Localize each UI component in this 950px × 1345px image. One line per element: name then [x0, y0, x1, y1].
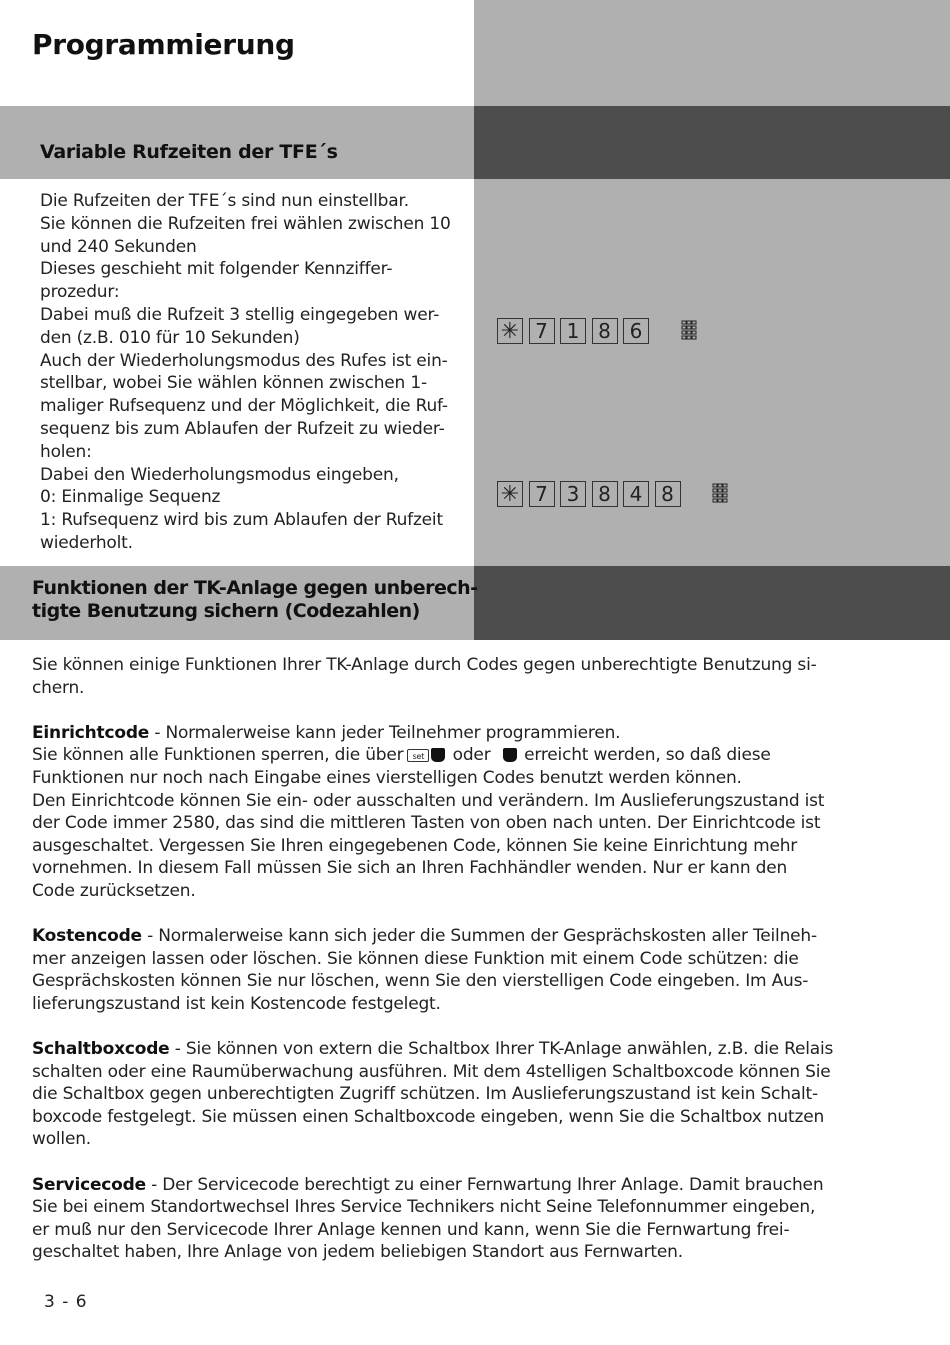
function-key-icon — [431, 748, 445, 762]
text-line: lieferungszustand ist kein Kostencode festgelegt. — [32, 993, 441, 1014]
right-column-background-top — [474, 0, 950, 106]
text-line: Dabei muß die Rufzeit 3 stellig eingegeben wer- — [40, 304, 440, 325]
text-line: er muß nur den Servicecode Ihrer Anlage kennen und kann, wenn Sie die Fernwartung frei- — [32, 1219, 790, 1240]
text-line: 1: Rufsequenz wird bis zum Ablaufen der Rufzeit — [40, 510, 443, 531]
text-line: Gesprächskosten können Sie nur löschen, wenn Sie den vierstelligen Code eingeben. Im Aus- — [32, 971, 809, 992]
digit-key: 8 — [592, 481, 618, 507]
keypad-icon — [681, 320, 697, 342]
kostencode-paragraph — [32, 925, 912, 1015]
text-line: den (z.B. 010 für 10 Sekunden) — [40, 327, 300, 348]
digit-key: 6 — [623, 318, 649, 344]
digit-key: 3 — [560, 481, 586, 507]
text-line: Kostencode - Normalerweise kann sich jeder die Summen der Gesprächskosten aller Teilneh- — [32, 926, 817, 947]
text-line: Sie können einige Funktionen Ihrer TK-Anlage durch Codes gegen unberechtigte Benutzung si- — [32, 655, 817, 675]
text-line: die Schaltbox gegen unberechtigten Zugriff schützen. Im Auslieferungszustand ist kein Schalt- — [32, 1084, 818, 1105]
servicecode-paragraph — [32, 1174, 912, 1264]
text-line: Einrichtcode - Normalerweise kann jeder Teilnehmer programmieren. — [32, 722, 621, 743]
text-line: prozedur: — [40, 282, 120, 303]
digit-key: 1 — [560, 318, 586, 344]
set-key-icon: set — [407, 749, 429, 762]
text-line: 0: Einmalige Sequenz — [40, 487, 221, 508]
term-servicecode: Servicecode — [32, 1174, 146, 1195]
text-line: Auch der Wiederholungsmodus des Rufes ist ein- — [40, 350, 448, 371]
text-line: Dabei den Wiederholungsmodus eingeben, — [40, 464, 399, 485]
text-line: schalten oder eine Raumüberwachung ausführen. Mit dem 4stelligen Schaltboxcode können Sie — [32, 1061, 831, 1082]
digit-key: 8 — [655, 481, 681, 507]
text-line: geschaltet haben, Ihre Anlage von jedem beliebigen Standort aus Fernwarten. — [32, 1242, 683, 1263]
text-line: stellbar, wobei Sie wählen können zwischen 1- — [40, 373, 427, 394]
right-column-background — [474, 179, 950, 566]
keypad-icon — [712, 483, 728, 505]
text-line: der Code immer 2580, das sind die mittleren Tasten von oben nach unten. Der Einrichtcode ist — [32, 813, 821, 834]
einrichtcode-paragraph — [32, 722, 912, 903]
text-line: Den Einrichtcode können Sie ein- oder ausschalten und verändern. Im Auslieferungszustand ist — [32, 790, 825, 811]
star-key: ✳ — [497, 481, 523, 507]
text-line: wiederholt. — [40, 532, 133, 553]
text-line: Servicecode - Der Servicecode berechtigt zu einer Fernwartung Ihrer Anlage. Damit brauchen — [32, 1174, 824, 1195]
section1-header-band-dark — [474, 106, 950, 179]
function-key-icon — [503, 748, 517, 762]
text-line: vornehmen. In diesem Fall müssen Sie sich an Ihren Fachhändler wenden. Nur er kann den — [32, 858, 788, 879]
section2-header-band-dark — [474, 566, 950, 640]
term-schaltboxcode: Schaltboxcode — [32, 1039, 170, 1060]
term-kostencode: Kostencode — [32, 926, 142, 947]
text-line: Code zurücksetzen. — [32, 880, 196, 901]
text-line: Sie können die Rufzeiten frei wählen zwischen 10 — [40, 213, 451, 234]
text-line: Die Rufzeiten der TFE´s sind nun einstellbar. — [40, 191, 409, 211]
section2-title — [32, 577, 478, 623]
text-line: Sie können alle Funktionen sperren, die über set oder erreicht werden, so daß diese — [32, 745, 771, 766]
schaltboxcode-paragraph — [32, 1038, 912, 1151]
text-line: Funktionen nur noch nach Eingabe eines vierstelligen Codes benutzt werden können. — [32, 767, 742, 788]
text-line: Dieses geschieht mit folgender Kennziffer- — [40, 259, 393, 280]
text-line: ausgeschaltet. Vergessen Sie Ihren eingegebenen Code, können Sie keine Einrichtung mehr — [32, 835, 798, 856]
digit-key: 4 — [623, 481, 649, 507]
text-line: maliger Rufsequenz und der Möglichkeit, die Ruf- — [40, 396, 448, 417]
key-sequence-ring-time — [497, 318, 697, 344]
text-line: Schaltboxcode - Sie können von extern die Schaltbox Ihrer TK-Anlage anwählen, z.B. die Relais — [32, 1039, 834, 1060]
text-line: chern. — [32, 677, 85, 698]
section2-body — [32, 654, 912, 1264]
star-key: ✳ — [497, 318, 523, 344]
text-line: mer anzeigen lassen oder löschen. Sie können diese Funktion mit einem Code schützen: die — [32, 948, 799, 969]
key-sequence-repeat-mode — [497, 481, 728, 507]
text-line: sequenz bis zum Ablaufen der Rufzeit zu wieder- — [40, 418, 445, 439]
term-einrichtcode: Einrichtcode — [32, 722, 150, 743]
digit-key: 7 — [529, 318, 555, 344]
section1-title: Variable Rufzeiten der TFE´s — [40, 141, 338, 163]
text-line: holen: — [40, 441, 92, 462]
page-number: 3 - 6 — [44, 1292, 88, 1312]
text-line: und 240 Sekunden — [40, 236, 197, 257]
section2-title-line: tigte Benutzung sichern (Codezahlen) — [32, 600, 420, 622]
section2-title-line: Funktionen der TK-Anlage gegen unberech- — [32, 577, 478, 599]
page-title: Programmierung — [32, 28, 295, 61]
digit-key: 8 — [592, 318, 618, 344]
digit-key: 7 — [529, 481, 555, 507]
section1-body — [40, 190, 480, 555]
text-line: Sie bei einem Standortwechsel Ihres Service Technikers nicht Seine Telefonnummer eingeben, — [32, 1197, 816, 1218]
text-line: boxcode festgelegt. Sie müssen einen Schaltboxcode eingeben, wenn Sie die Schaltbox nutzen — [32, 1106, 825, 1127]
text-line: wollen. — [32, 1129, 91, 1150]
